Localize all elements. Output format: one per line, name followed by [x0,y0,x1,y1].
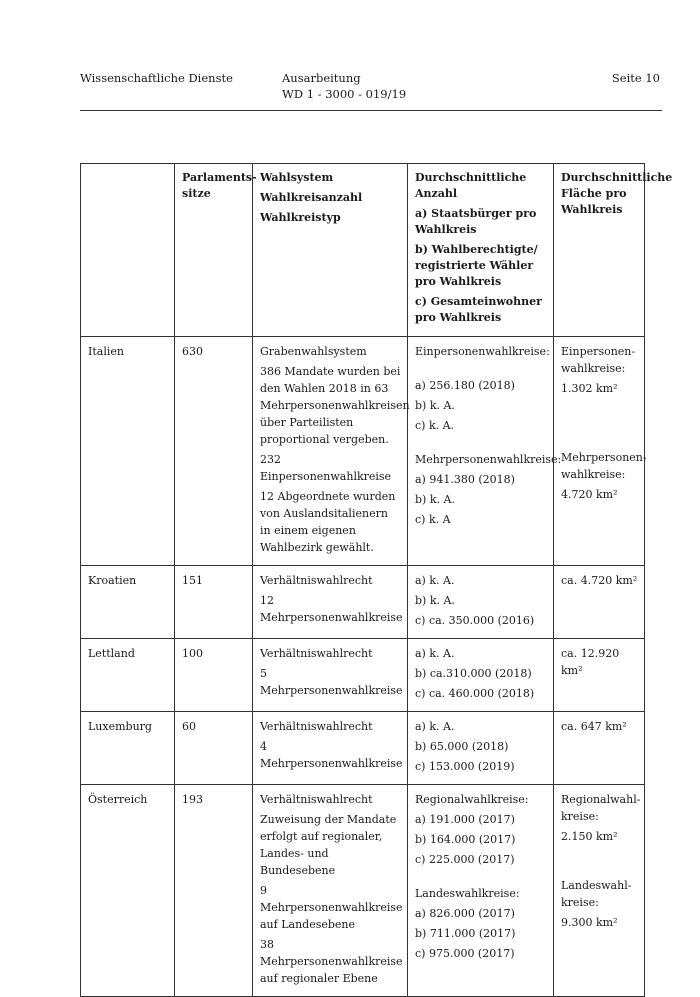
area-line: 9.300 km² [561,916,618,929]
cell-seats: 193 [175,785,253,997]
average-line: b) 711.000 (2017) [415,927,516,940]
table-row [81,337,645,566]
cell-average [408,566,554,639]
cell-system [253,337,408,566]
page-number: Seite 10 [611,71,660,85]
system-line: Verhältniswahlrecht [260,793,373,806]
system-line: 12 Mehrpersonenwahlkreise [260,594,403,624]
header-divider [80,110,662,111]
table-header-row [81,164,645,337]
area-line: Regionalwahl-kreise: [561,793,641,823]
area-line: Mehrpersonen-wahlkreise: [561,451,647,481]
average-line: c) 975.000 (2017) [415,947,515,960]
average-line: a) 256.180 (2018) [415,379,515,392]
system-line: Zuweisung der Mandate erfolgt auf regionaler, Landes- und Bundesebene [260,813,397,877]
average-line: a) 941.380 (2018) [415,473,515,486]
cell-area [554,785,645,997]
average-line: a) k. A. [415,647,455,660]
header-doc-number: WD 1 - 3000 - 019/19 [282,87,407,101]
cell-country: Lettland [81,639,175,712]
table-row [81,566,645,639]
average-line: a) 826.000 (2017) [415,907,515,920]
header-doc-type: Ausarbeitung [282,71,361,85]
system-line: Verhältniswahlrecht [260,720,373,733]
average-line: b) k. A. [415,594,455,607]
average-line: b) ca.310.000 (2018) [415,667,532,680]
header-system-line: Wahlsystem [260,171,334,184]
system-line: 38 Mehrpersonenwahlkreise auf regionaler Ebene [260,938,403,985]
average-line: b) 164.000 (2017) [415,833,516,846]
cell-seats: 60 [175,712,253,785]
average-line: Mehrpersonenwahlkreise: [415,453,562,466]
header-average-line: b) Wahlberechtigte/ registrierte Wähler pro Wahlkreis [415,243,538,288]
cell-system [253,712,408,785]
header-country [81,164,175,337]
average-line: c) 225.000 (2017) [415,853,515,866]
system-line: Verhältniswahlrecht [260,574,373,587]
cell-area: ca. 12.920 km² [554,639,645,712]
average-line: b) k. A. [415,399,455,412]
table-row [81,639,645,712]
system-line: Grabenwahlsystem [260,345,367,358]
electoral-systems-table [80,163,673,997]
cell-average [408,785,554,997]
average-line: c) ca. 460.000 (2018) [415,687,535,700]
cell-system [253,566,408,639]
cell-country: Kroatien [81,566,175,639]
cell-average [408,639,554,712]
header-average [408,164,554,337]
header-system-line: Wahlkreistyp [260,211,341,224]
cell-seats: 630 [175,337,253,566]
average-line: a) 191.000 (2017) [415,813,515,826]
system-line: 232 Einpersonenwahlkreise [260,453,392,483]
average-line: c) k. A. [415,419,455,432]
average-line: Einpersonenwahlkreise: [415,345,550,358]
header-seats: Parlaments-sitze [175,164,253,337]
average-line: a) k. A. [415,574,455,587]
average-line: Regionalwahlkreise: [415,793,529,806]
area-line: 2.150 km² [561,830,618,843]
header-system [253,164,408,337]
cell-average [408,337,562,566]
system-line: 12 Abgeordnete wurden von Auslandsitalienern in einem eigenen Wahlbezirk gewählt. [260,490,396,554]
average-line: a) k. A. [415,720,455,733]
area-line: 4.720 km² [561,488,618,501]
system-line: 9 Mehrpersonenwahlkreise auf Landesebene [260,884,403,931]
header-average-line: c) Gesamteinwohner pro Wahlkreis [415,295,542,324]
table-row [81,712,645,785]
area-line: Einpersonen-wahlkreise: [561,345,636,375]
area-line: Landeswahl-kreise: [561,879,632,909]
system-line: 5 Mehrpersonenwahlkreise [260,667,403,697]
average-line: c) ca. 350.000 (2016) [415,614,535,627]
area-line: 1.302 km² [561,382,618,395]
cell-country: Italien [81,337,175,566]
cell-country: Österreich [81,785,175,997]
cell-area: ca. 647 km² [554,712,645,785]
header-average-line: Durchschnittliche Anzahl [415,171,527,200]
cell-area [554,337,645,566]
cell-system [253,785,408,997]
cell-average [408,712,554,785]
average-line: Landeswahlkreise: [415,887,520,900]
system-line: 386 Mandate wurden bei den Wahlen 2018 in 63 Mehrpersonenwahlkreisen über Parteilisten proportional vergeben. [260,365,410,446]
system-line: Verhältniswahlrecht [260,647,373,660]
cell-seats: 151 [175,566,253,639]
average-line: c) 153.000 (2019) [415,760,515,773]
header-area: Durchschnittliche Fläche pro Wahlkreis [554,164,645,337]
average-line: c) k. A [415,513,451,526]
average-line: b) k. A. [415,493,455,506]
cell-system [253,639,408,712]
header-average-line: a) Staatsbürger pro Wahlkreis [415,207,537,236]
header-department: Wissenschaftliche Dienste [80,71,233,85]
cell-area: ca. 4.720 km² [554,566,645,639]
header-document-info [282,70,406,102]
header-system-line: Wahlkreisanzahl [260,191,363,204]
system-line: 4 Mehrpersonenwahlkreise [260,740,403,770]
cell-seats: 100 [175,639,253,712]
table-row [81,785,645,997]
cell-country: Luxemburg [81,712,175,785]
average-line: b) 65.000 (2018) [415,740,509,753]
